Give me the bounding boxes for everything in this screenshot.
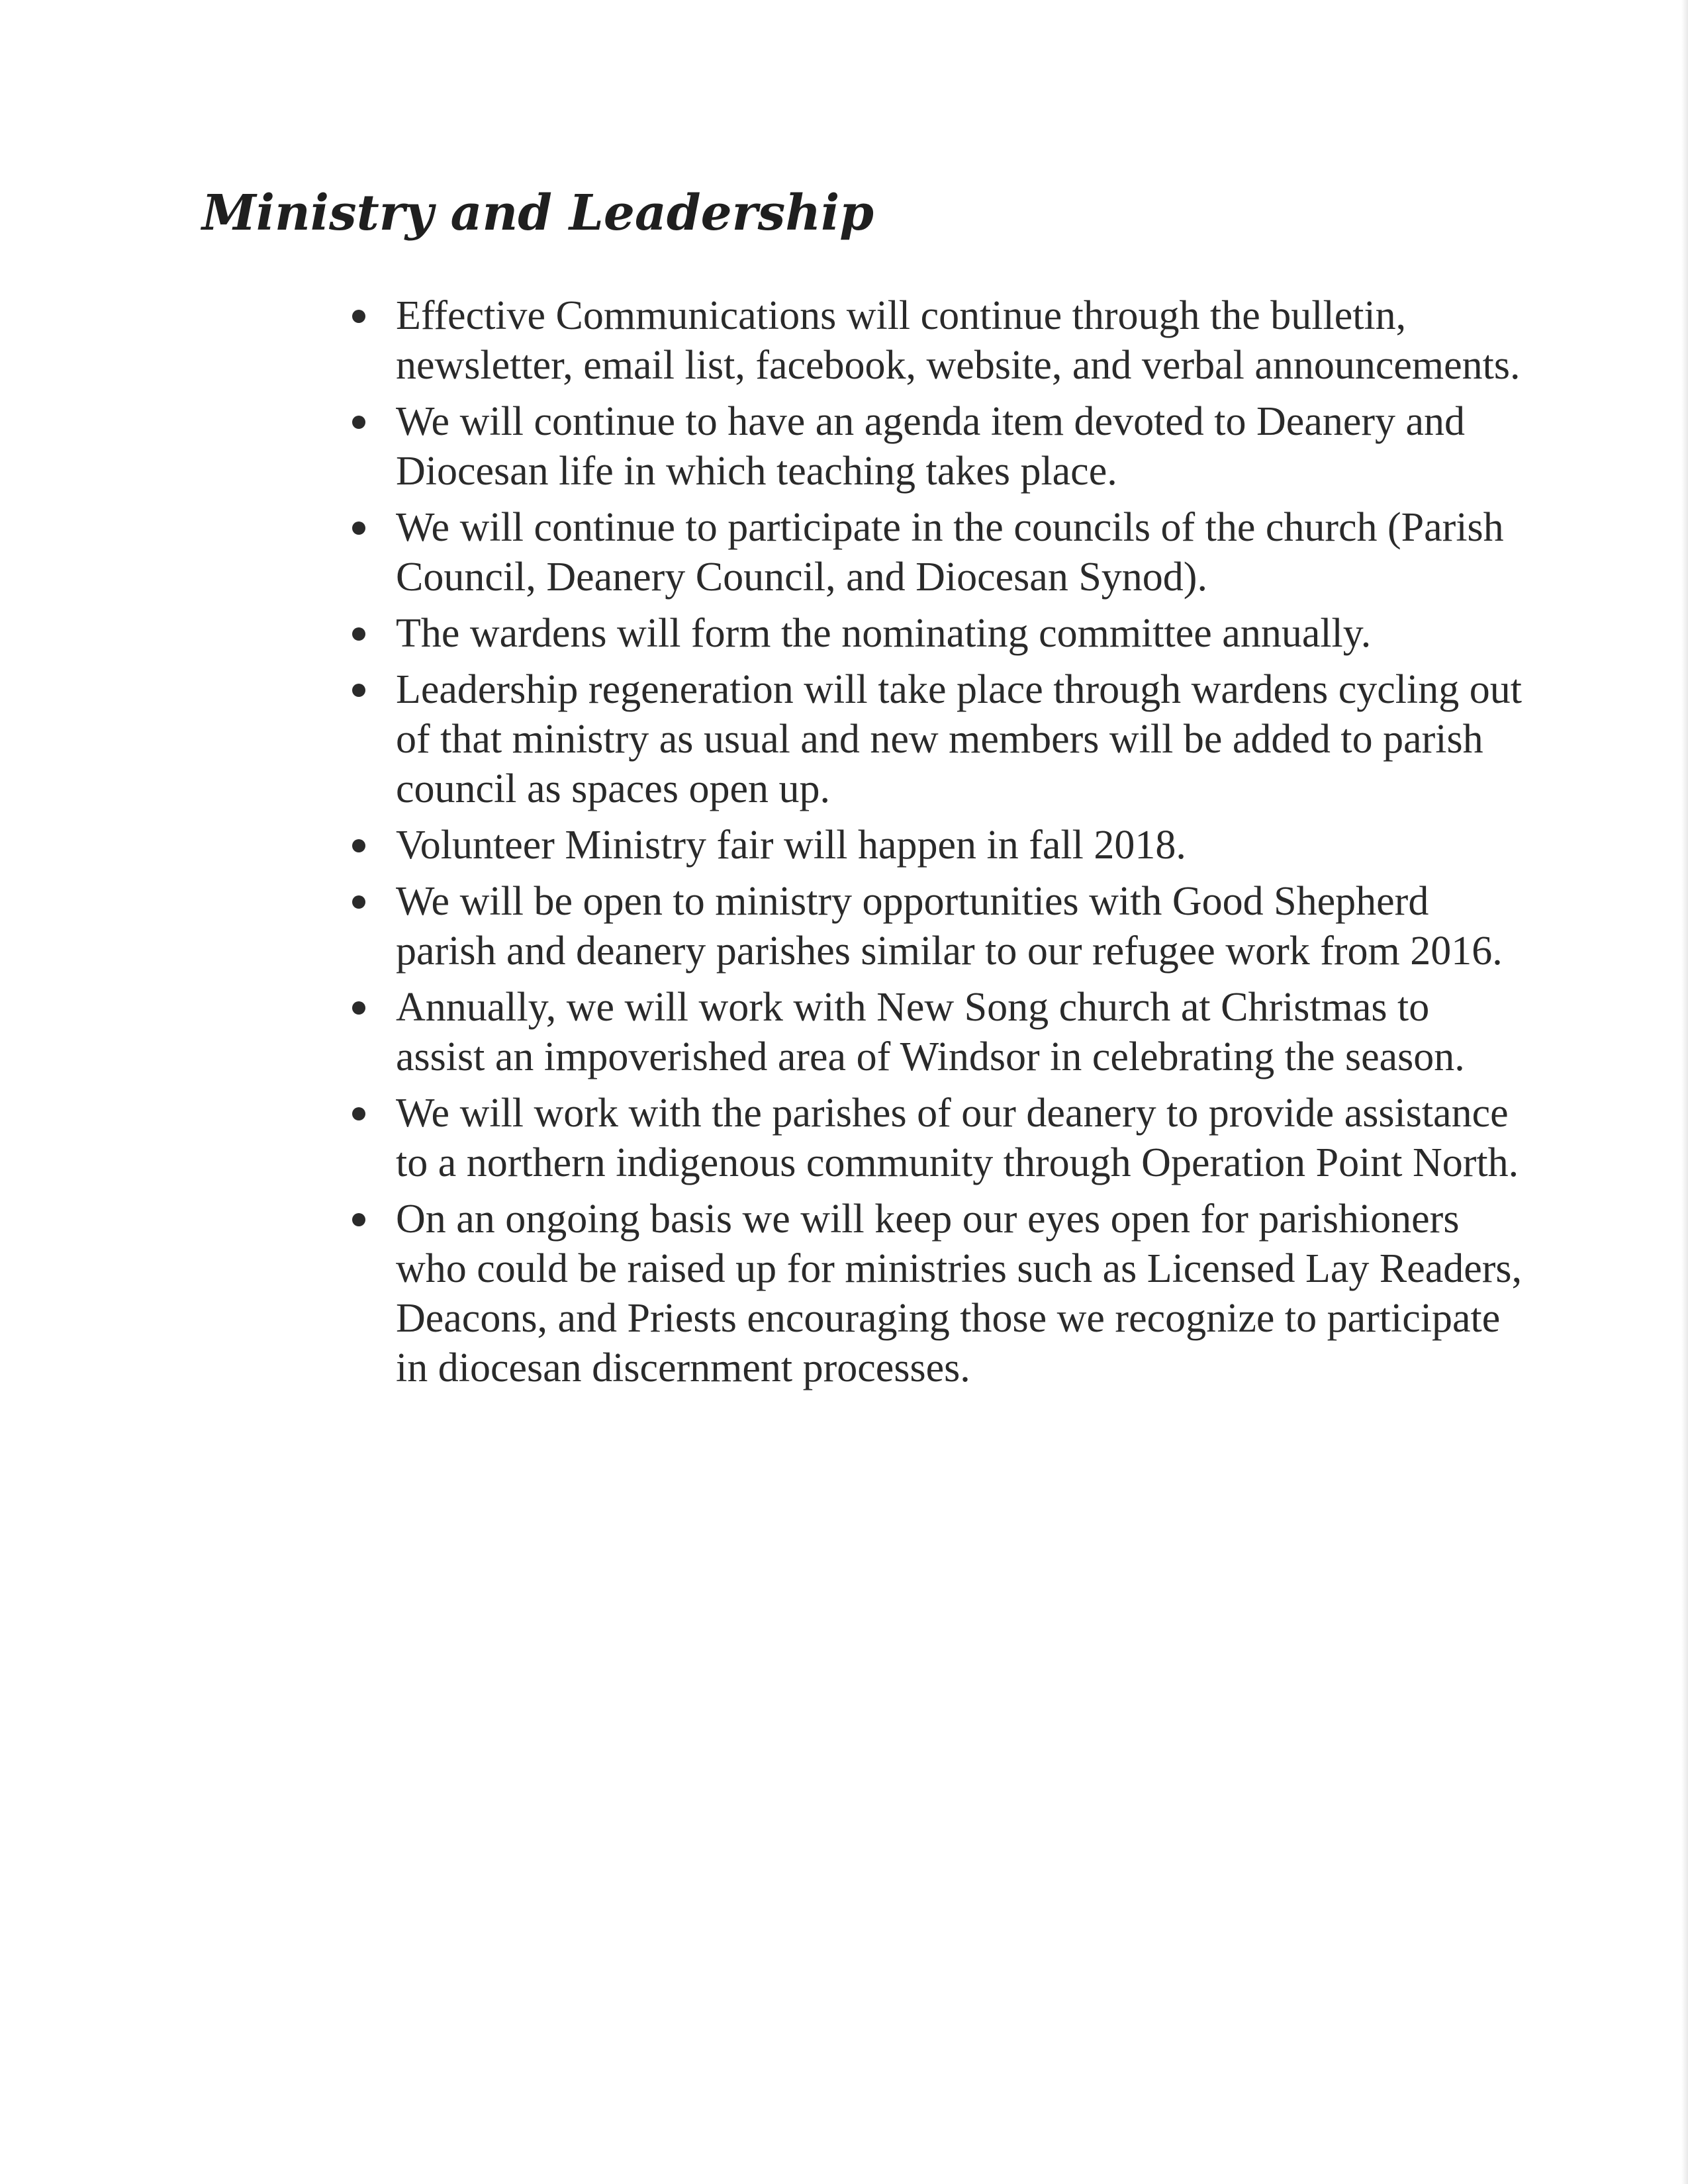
list-item — [346, 397, 1524, 496]
list-item — [346, 877, 1524, 976]
bullet-icon — [352, 416, 365, 429]
page-edge-shadow — [1681, 0, 1688, 2184]
list-item — [346, 1195, 1524, 1393]
list-item — [346, 821, 1524, 870]
list-item-text: We will be open to ministry opportunities with Good Shepherd parish and deanery parishes similar to our refugee work from 2016. — [396, 879, 1503, 974]
bullet-icon — [352, 839, 365, 852]
list-item-text: We will continue to have an agenda item devoted to Deanery and Diocesan life in which teaching takes place. — [396, 399, 1466, 494]
list-item-text: Leadership regeneration will take place through wardens cycling out of that ministry as usual and new members will be added to parish council as spaces open up. — [396, 667, 1522, 811]
bullet-icon — [352, 895, 365, 909]
list-item — [346, 1089, 1524, 1188]
list-item-text: The wardens will form the nominating committee annually. — [396, 611, 1372, 656]
list-item-text: Effective Communications will continue through the bulletin, newsletter, email list, facebook, website, and verbal announcements. — [396, 293, 1521, 388]
list-item — [346, 291, 1524, 390]
bullet-icon — [352, 1107, 365, 1120]
bullet-icon — [352, 1213, 365, 1226]
list-item — [346, 983, 1524, 1082]
list-item-text: Volunteer Ministry fair will happen in fall 2018. — [396, 823, 1186, 868]
list-item-text: On an ongoing basis we will keep our eyes open for parishioners who could be raised up for ministries such as Licensed Lay Readers, Deacons, and Priests encouraging those we recognize to participate in diocesan discernment processes. — [396, 1197, 1523, 1390]
bullet-icon — [352, 627, 365, 641]
list-item — [346, 609, 1524, 659]
page-title: Ministry and Leadership — [202, 185, 874, 242]
bullet-icon — [352, 684, 365, 697]
list-item-text: We will continue to participate in the councils of the church (Parish Council, Deanery Council, and Diocesan Synod). — [396, 505, 1504, 600]
bullet-icon — [352, 310, 365, 323]
list-item-text: We will work with the parishes of our deanery to provide assistance to a northern indigenous community through Operation Point North. — [396, 1091, 1519, 1185]
bullet-icon — [352, 1001, 365, 1015]
list-item-text: Annually, we will work with New Song church at Christmas to assist an impoverished area of Windsor in celebrating the season. — [396, 985, 1465, 1079]
list-item — [346, 665, 1524, 814]
bullet-list — [346, 291, 1524, 1400]
list-item — [346, 503, 1524, 602]
bullet-icon — [352, 522, 365, 535]
